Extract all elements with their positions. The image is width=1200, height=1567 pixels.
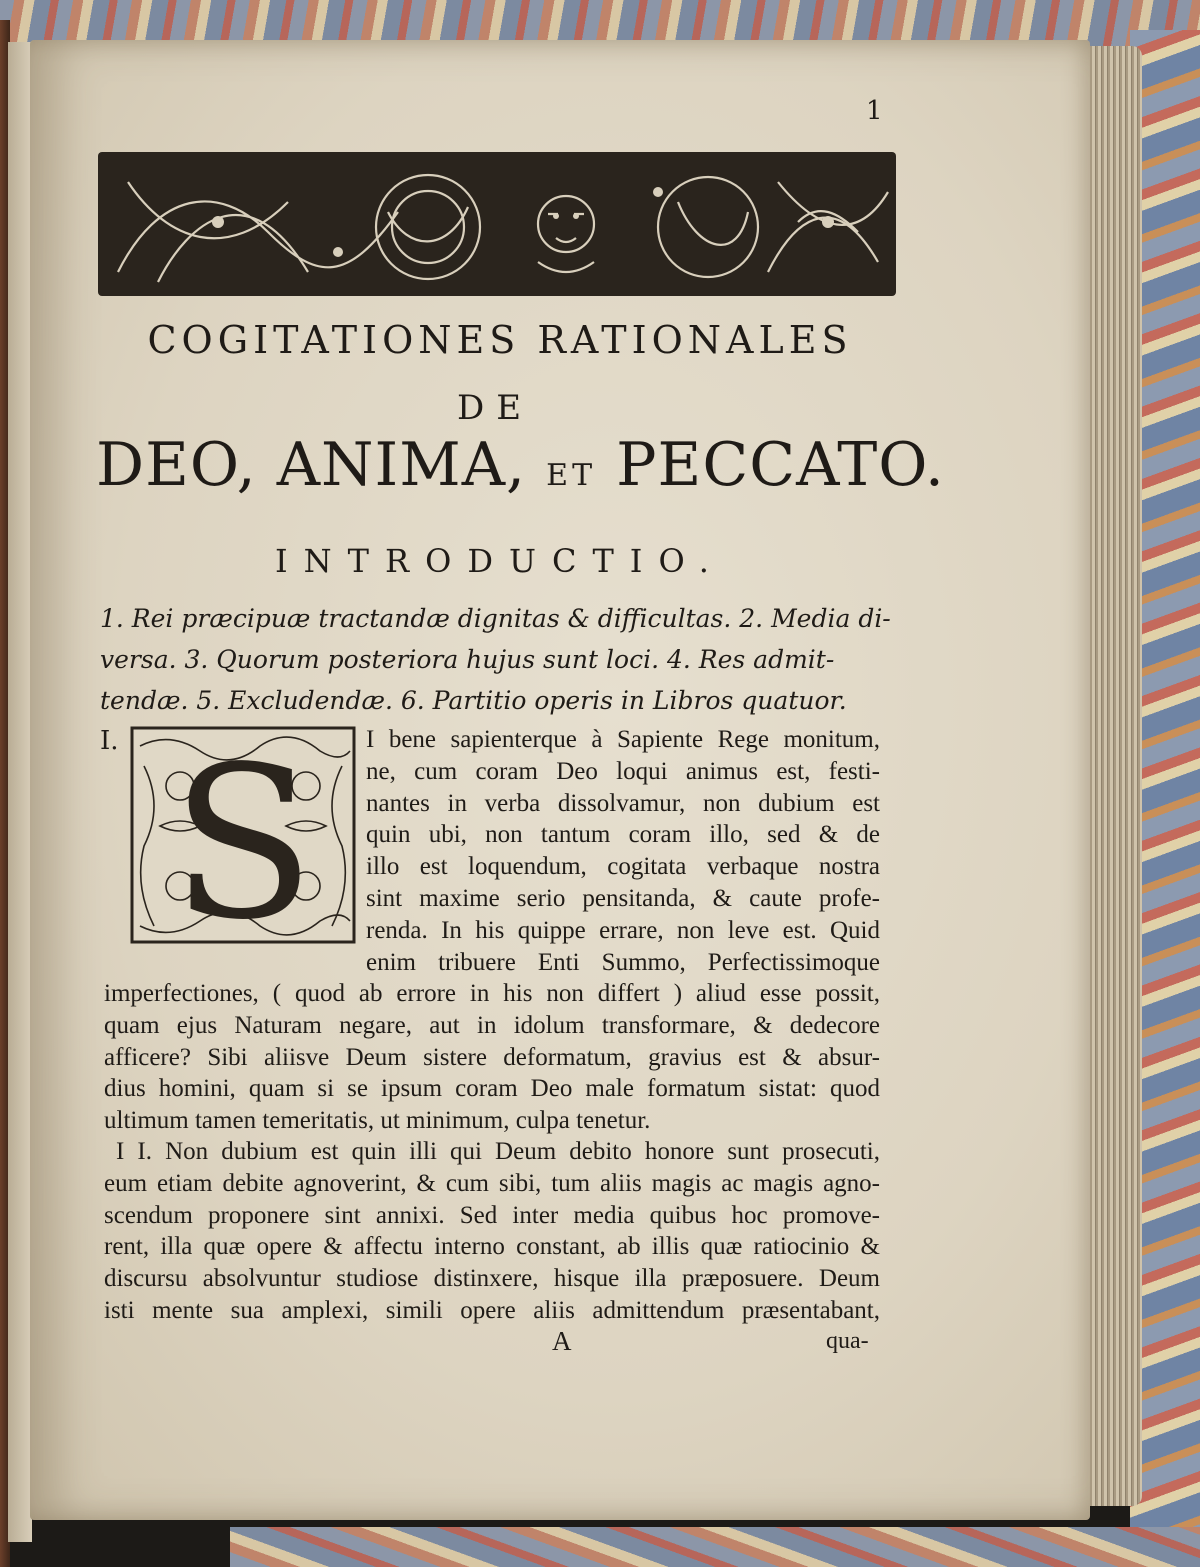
text-line: dius homini, quam si se ipsum coram Deo male formatum sistat: quod <box>104 1075 880 1103</box>
section-number: I. <box>100 726 119 756</box>
summary-line: tendæ. 5. Excludendæ. 6. Partitio operis in Libros quatuor. <box>100 686 847 715</box>
text-line: afficere? Sibi aliisve Deum sistere deformatum, gravius est & absur- <box>104 1043 880 1071</box>
section-heading: INTRODUCTIO. <box>275 542 725 580</box>
text-line: scendum proponere sint annixi. Sed inter media quibus hoc promove- <box>104 1201 880 1229</box>
text-line: ne, cum coram Deo loqui animus est, festi- <box>366 757 880 785</box>
page-number: 1 <box>866 96 883 126</box>
main-title-part-b: PECCATO. <box>616 430 945 500</box>
text-line: enim tribuere Enti Summo, Perfectissimoque <box>366 948 880 976</box>
paragraph-1-full-width <box>104 978 880 1137</box>
text-line: illo est loquendum, cogitata verbaque nostra <box>366 853 880 881</box>
chapter-summary <box>100 598 890 721</box>
text-line: renda. In his quippe errare, non leve est. Quid <box>366 916 880 944</box>
summary-line: 1. Rei præcipuæ tractandæ dignitas & difficultas. 2. Media di- <box>100 604 891 633</box>
woodcut-headpiece-ornament <box>98 152 896 296</box>
text-line: imperfectiones, ( quod ab errore in his non differt ) aliud esse possit, <box>104 980 880 1007</box>
text-line: isti mente sua amplexi, simili opere aliis admittendum præsentabant, <box>104 1296 880 1324</box>
main-title-part-a: DEO, ANIMA, <box>96 430 527 500</box>
text-line: discursu absolvuntur studiose distinxere, hisque illa præposuere. Deum <box>104 1265 880 1293</box>
text-line: quam ejus Naturam negare, aut in idolum transformare, & dedecore <box>104 1011 880 1039</box>
text-line: nantes in verba dissolvamur, non dubium est <box>366 789 880 817</box>
text-line: I I. Non dubium est quin illi qui Deum debito honore sunt prosecuti, <box>116 1138 880 1165</box>
text-line: I bene sapienterque à Sapiente Rege monitum, <box>366 726 880 753</box>
summary-line: versa. 3. Quorum posteriora hujus sunt loci. 4. Res admit- <box>100 645 835 674</box>
decorated-initial <box>130 726 356 944</box>
text-line: ultimum tamen temeritatis, ut minimum, culpa tenetur. <box>104 1107 651 1135</box>
paragraph-1-right-column <box>366 724 880 978</box>
marbled-board-bottom <box>230 1527 1200 1567</box>
catchword: qua- <box>826 1328 869 1354</box>
text-line: eum etiam debite agnoverint, & cum sibi, tum aliis magis ac magis agno- <box>104 1169 880 1197</box>
text-line: quin ubi, non tantum coram illo, sed & de <box>366 821 880 849</box>
title-line-1: COGITATIONES RATIONALES <box>147 318 853 362</box>
initial-letter: S <box>171 726 315 944</box>
paragraph-2 <box>104 1136 880 1327</box>
previous-page-edge <box>8 42 32 1542</box>
signature-mark: A <box>552 1326 572 1356</box>
main-title-et: ET <box>546 458 597 493</box>
text-line: rent, illa quæ opere & affectu interno constant, ab illis quæ ratiocinio & <box>104 1233 880 1261</box>
text-line: sint maxime serio pensitanda, & caute profe- <box>366 884 880 912</box>
title-de: DE <box>456 388 534 428</box>
main-title <box>96 430 945 500</box>
